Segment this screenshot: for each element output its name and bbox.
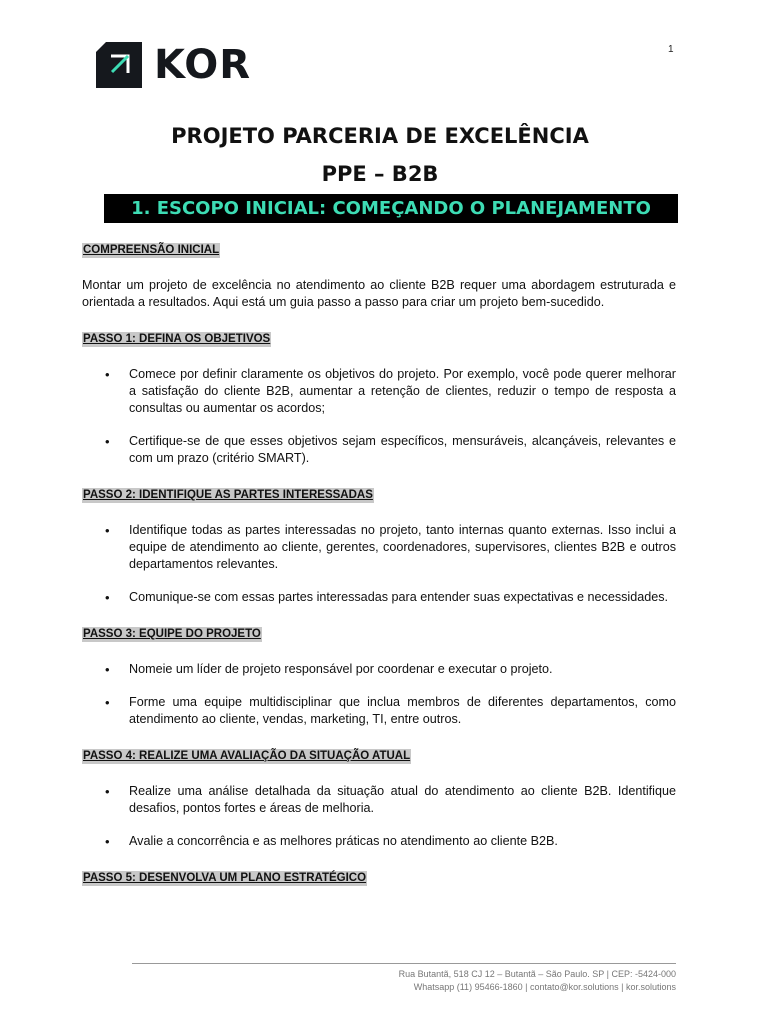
step-4-heading-row (82, 747, 676, 764)
step-1-heading-row (82, 330, 676, 347)
step-heading: PASSO 5: DESENVOLVA UM PLANO ESTRATÉGICO (83, 872, 367, 884)
step-2-list (82, 522, 676, 606)
step-heading: PASSO 3: EQUIPE DO PROJETO (83, 628, 261, 640)
footer-contact: Whatsapp (11) 95466-1860 | contato@kor.solutions | kor.solutions (413, 982, 676, 992)
document-subtitle: PPE – B2B (321, 162, 439, 186)
step-2-heading-row (82, 486, 676, 503)
document-body (82, 240, 676, 886)
logo-text: KOR (154, 42, 252, 88)
list-item: • Identifique todas as partes interessadas no projeto, tanto internas quanto externas. Isso inclui a equipe de atendimento ao cliente, gerentes, coordenadores, supervisores, clientes B2B e outros departamentos relevantes. (82, 522, 676, 573)
section-banner: 1. ESCOPO INICIAL: COMEÇANDO O PLANEJAMENTO (104, 194, 678, 223)
intro-heading (82, 241, 676, 258)
step-heading: PASSO 2: IDENTIFIQUE AS PARTES INTERESSADAS (83, 489, 373, 501)
footer-divider (132, 963, 676, 964)
step-heading: PASSO 1: DEFINA OS OBJETIVOS (83, 333, 271, 345)
step-5-heading-row (82, 869, 676, 886)
intro-paragraph: Montar um projeto de excelência no atendimento ao cliente B2B requer uma abordagem estruturada e orientada a resultados. Aqui está um guia passo a passo para criar um projeto bem-sucedido. (82, 278, 676, 309)
step-heading: PASSO 4: REALIZE UMA AVALIAÇÃO DA SITUAÇÃO ATUAL (83, 750, 411, 762)
step-3-heading-row (82, 625, 676, 642)
page-number: 1 (668, 44, 674, 55)
step-4-list (82, 783, 676, 850)
company-logo (96, 42, 251, 88)
section-heading: COMPREENSÃO INICIAL (83, 244, 220, 256)
footer-address: Rua Butantã, 518 CJ 12 – Butantã – São Paulo. SP | CEP: -5424-000 (398, 969, 676, 979)
list-item: • Realize uma análise detalhada da situação atual do atendimento ao cliente B2B. Identifique desafios, pontos fortes e áreas de melhoria. (82, 783, 676, 817)
list-item: • Nomeie um líder de projeto responsável por coordenar e executar o projeto. (82, 661, 676, 678)
step-3-list (82, 661, 676, 728)
list-item: • Comunique-se com essas partes interessadas para entender suas expectativas e necessidades. (82, 589, 676, 606)
list-item: • Comece por definir claramente os objetivos do projeto. Por exemplo, você pode querer melhorar a satisfação do cliente B2B, aumentar a retenção de clientes, reduzir o tempo de resposta a consultas ou aumentar os acordos; (82, 366, 676, 417)
list-item: • Certifique-se de que esses objetivos sejam específicos, mensuráveis, alcançáveis, relevantes e com um prazo (critério SMART). (82, 433, 676, 467)
list-item: • Forme uma equipe multidisciplinar que inclua membros de diferentes departamentos, como atendimento ao cliente, vendas, marketing, TI, entre outros. (82, 694, 676, 728)
list-item: • Avalie a concorrência e as melhores práticas no atendimento ao cliente B2B. (82, 833, 676, 850)
kor-logo-icon (96, 42, 142, 88)
document-title: PROJETO PARCERIA DE EXCELÊNCIA (171, 124, 589, 148)
step-1-list (82, 366, 676, 467)
